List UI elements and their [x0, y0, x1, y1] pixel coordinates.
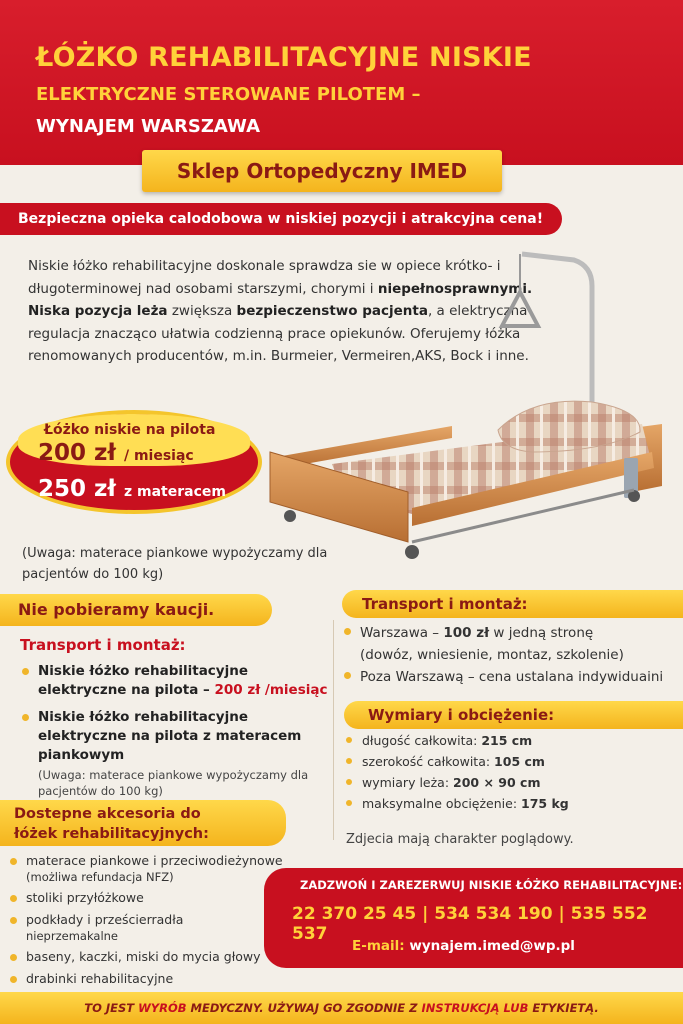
- price-mattress-unit: z materacem: [123, 484, 226, 500]
- accessory-sub: nieprzemakalne: [26, 929, 119, 943]
- price-with-mattress: [38, 476, 226, 502]
- page-subtitle: ELEKTRYCZNE STEROWANE PILOTEM –: [36, 84, 421, 105]
- email-link[interactable]: wynajem.imed@wp.pl: [409, 938, 575, 954]
- no-deposit-banner: Nie pobieramy kaucji.: [0, 594, 272, 626]
- bullet-icon: [344, 628, 351, 635]
- transport-right-title: Transport i montaż:: [342, 590, 683, 618]
- accessories-title: [0, 800, 286, 846]
- header-banner: [0, 0, 683, 165]
- dimension-value: 215 cm: [481, 733, 533, 748]
- wheel-2: [405, 545, 419, 559]
- list-item: [344, 666, 683, 688]
- bullet-icon: [346, 779, 352, 785]
- dimension-label: wymiary leża:: [362, 775, 454, 790]
- bullet-icon: [344, 672, 351, 679]
- list-item-text: w jedną stronę: [489, 625, 594, 641]
- dimension-label: szerokość całkowita:: [362, 754, 495, 769]
- accessory-text: drabinki rehabilitacyjne: [26, 971, 174, 986]
- bullet-icon: [346, 758, 352, 764]
- dimension-label: maksymalne obciężenie:: [362, 796, 522, 811]
- footer-text: WYRÓB: [138, 1001, 187, 1015]
- list-item-note: (Uwaga: materace piankowe wypożyczamy dla pacjentów do 100 kg): [38, 768, 309, 798]
- list-item-price: 100 zł: [443, 625, 490, 641]
- bullet-icon: [346, 737, 352, 743]
- bullet-icon: [10, 895, 17, 902]
- list-item-text: Warszawa –: [360, 625, 444, 641]
- list-item-text: Poza Warszawą – cena ustalana indywiduaini: [360, 669, 664, 685]
- bullet-icon: [10, 858, 17, 865]
- list-item: [22, 662, 332, 700]
- list-item: [22, 708, 332, 799]
- price-monthly-unit: / miesiąc: [123, 448, 194, 464]
- list-item: [344, 622, 683, 666]
- price-mattress-value: 250 zł: [38, 476, 116, 502]
- email-label: E-mail:: [352, 938, 410, 954]
- dimension-value: 105 cm: [494, 754, 545, 769]
- accessory-text: materace piankowe i przeciwodieżynowe: [26, 853, 283, 868]
- footer-disclaimer: [0, 992, 683, 1024]
- bullet-icon: [10, 917, 17, 924]
- list-item-price: 200 zł /miesiąc: [214, 682, 328, 698]
- wheel-1: [284, 510, 296, 522]
- dimensions-title: Wymiary i obciężenie:: [344, 701, 683, 729]
- bullet-icon: [10, 976, 17, 983]
- accessories-title-line1: Dostepne akcesoria do: [14, 806, 201, 822]
- photo-disclaimer: Zdjecia mają charakter poglądowy.: [346, 832, 574, 847]
- trapeze-pole: [522, 254, 592, 406]
- price-monthly: [38, 440, 194, 466]
- dimension-value: 175 kg: [521, 796, 569, 811]
- intro-text-3: , a elektryczna regulacja znacząco ułatwia codzienną prace opiekunów. Oferujemy łóżka renomowanych producentów, m.in. Burmeier, Vermeiren,AKS, Bock i inne.: [28, 303, 529, 364]
- transport-left-title: Transport i montaż:: [20, 636, 186, 654]
- dimension-value: 200 × 90 cm: [453, 775, 541, 790]
- accessory-text: baseny, kaczki, miski do mycia głowy: [26, 949, 261, 964]
- list-item: [346, 730, 676, 751]
- intro-bold-2: bezpieczenstwo pacjenta: [236, 303, 428, 319]
- transport-right-list: [344, 622, 683, 688]
- transport-left-list: [22, 662, 332, 807]
- intro-bold-1: niepełnosprawnymi. Niska pozycja leża: [28, 280, 533, 319]
- bullet-icon: [346, 800, 352, 806]
- list-item-text: Niskie łóżko rehabilitacyjne elektryczne na pilota z materacem piankowym: [38, 709, 302, 763]
- dimension-label: długość całkowita:: [362, 733, 482, 748]
- accessory-sub: (możliwa refundacja NFZ): [26, 870, 174, 884]
- page-subtitle-location: WYNAJEM WARSZAWA: [36, 116, 261, 137]
- list-item-note: (dowóz, wniesienie, montaz, szkolenie): [360, 647, 624, 663]
- list-item-text: Niskie łóżko rehabilitacyjne elektryczne na pilota –: [38, 663, 248, 698]
- footer-text: MEDYCZNY. UŻYWAJ GO ZGODNIE Z: [186, 1001, 422, 1015]
- column-divider: [333, 620, 334, 840]
- bullet-icon: [10, 954, 17, 961]
- bullet-icon: [22, 714, 29, 721]
- price-label: Łóżko niskie na pilota: [44, 422, 216, 438]
- footer-text: ETYKIETĄ.: [528, 1001, 599, 1015]
- contact-cta: ZADZWOŃ I ZAREZERWUJ NISKIE ŁÓŻKO REHABILITACYJNE:: [300, 878, 683, 892]
- list-item: [346, 793, 676, 814]
- list-item: [10, 970, 310, 988]
- bed-image: [262, 246, 683, 566]
- footer-text: TO JEST: [84, 1001, 139, 1015]
- mattress-note: (Uwaga: materace piankowe wypożyczamy dla pacjentów do 100 kg): [22, 546, 328, 582]
- accessory-text: podkłady i prześcierradła: [26, 912, 184, 927]
- contact-email: [352, 938, 575, 954]
- trapeze-handle: [502, 292, 538, 326]
- dimensions-list: [346, 730, 676, 814]
- price-monthly-value: 200 zł: [38, 440, 116, 466]
- contact-phones[interactable]: 22 370 25 45 | 534 534 190 | 535 552 537: [292, 904, 648, 944]
- bullet-icon: [22, 668, 29, 675]
- page-title: ŁÓŻKO REHABILITACYJNE NISKIE: [36, 42, 532, 73]
- accessory-text: stoliki przyłóżkowe: [26, 890, 144, 905]
- list-item: [346, 772, 676, 793]
- list-item: [346, 751, 676, 772]
- intro-text-2: zwiększa: [167, 303, 237, 319]
- accessories-title-line2: łóżek rehabilitacyjnych:: [14, 826, 209, 842]
- intro-text-1: Niskie łóżko rehabilitacyjne doskonale sprawdza sie w opiece krótko- i długoterminowej nad osobami starszymi, chorymi i: [28, 258, 501, 297]
- shop-name-badge: Sklep Ortopedyczny IMED: [142, 150, 502, 192]
- footer-text: INSTRUKCJĄ LUB: [421, 1001, 529, 1015]
- tagline-bar: Bezpieczna opieka calodobowa w niskiej pozycji i atrakcyjna cena!: [0, 203, 562, 235]
